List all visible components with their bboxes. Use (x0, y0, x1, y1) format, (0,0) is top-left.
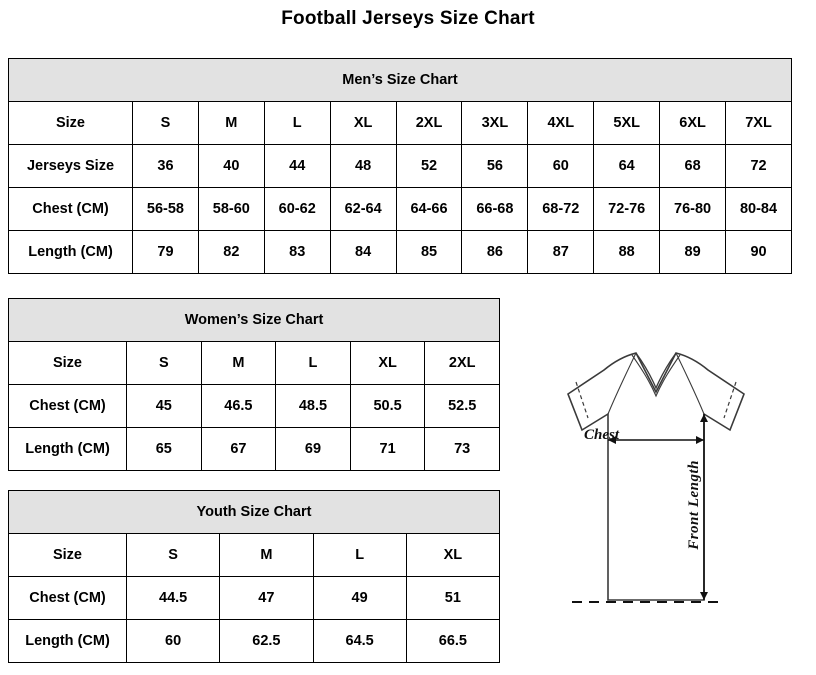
table-cell: L (264, 102, 330, 145)
table-row (9, 620, 500, 663)
table-cell: L (313, 534, 406, 577)
length-arrow-bottom (700, 592, 708, 600)
table-cell: 49 (313, 577, 406, 620)
table-cell: 73 (425, 428, 500, 471)
table-cell: M (220, 534, 313, 577)
row-header: Length (CM) (9, 428, 127, 471)
table-cell: 80-84 (726, 188, 792, 231)
table-row (9, 102, 792, 145)
table-caption-row (9, 299, 500, 342)
jersey-measurement-diagram (508, 330, 804, 640)
table-cell: S (127, 342, 202, 385)
table-cell: 79 (133, 231, 199, 274)
table-row (9, 534, 500, 577)
table-cell: 62-64 (330, 188, 396, 231)
jersey-outline-svg (508, 330, 804, 630)
table-cell: 88 (594, 231, 660, 274)
table-cell: 46.5 (201, 385, 276, 428)
table-cell: 85 (396, 231, 462, 274)
table-cell: 72 (726, 145, 792, 188)
table-caption-row (9, 491, 500, 534)
table-cell: 40 (198, 145, 264, 188)
table-cell: S (133, 102, 199, 145)
mens-size-chart-section (8, 58, 792, 274)
youth-size-chart-table (8, 490, 500, 663)
mens-size-chart-table (8, 58, 792, 274)
table-cell: 76-80 (660, 188, 726, 231)
table-cell: 68-72 (528, 188, 594, 231)
row-header: Length (CM) (9, 620, 127, 663)
table-cell: M (198, 102, 264, 145)
table-cell: 7XL (726, 102, 792, 145)
table-cell: 50.5 (350, 385, 425, 428)
table-row (9, 342, 500, 385)
row-header: Chest (CM) (9, 188, 133, 231)
table-cell: 84 (330, 231, 396, 274)
table-cell: 66-68 (462, 188, 528, 231)
table-cell: 64-66 (396, 188, 462, 231)
table-cell: 87 (528, 231, 594, 274)
table-cell: 3XL (462, 102, 528, 145)
table-row (9, 385, 500, 428)
table-cell: 60-62 (264, 188, 330, 231)
youth-chart-caption: Youth Size Chart (9, 491, 500, 534)
womens-size-chart-table (8, 298, 500, 471)
table-cell: XL (406, 534, 499, 577)
table-cell: 60 (127, 620, 220, 663)
chest-dimension-label: Chest (584, 427, 620, 443)
table-cell: 6XL (660, 102, 726, 145)
table-row (9, 231, 792, 274)
right-shoulder-seam (676, 353, 704, 414)
table-row (9, 145, 792, 188)
table-cell: 89 (660, 231, 726, 274)
table-cell: 82 (198, 231, 264, 274)
table-cell: 5XL (594, 102, 660, 145)
table-caption-row (9, 59, 792, 102)
table-cell: 56 (462, 145, 528, 188)
row-header: Length (CM) (9, 231, 133, 274)
table-cell: 64 (594, 145, 660, 188)
chest-arrow-right (696, 436, 704, 444)
table-cell: XL (330, 102, 396, 145)
front-length-dimension-label: Front Length (686, 460, 702, 550)
table-cell: 2XL (425, 342, 500, 385)
table-cell: 60 (528, 145, 594, 188)
table-cell: 44 (264, 145, 330, 188)
table-cell: 58-60 (198, 188, 264, 231)
table-cell: L (276, 342, 351, 385)
table-cell: 65 (127, 428, 202, 471)
table-cell: M (201, 342, 276, 385)
table-row (9, 428, 500, 471)
jersey-body-outline (568, 353, 744, 600)
table-cell: 48 (330, 145, 396, 188)
table-cell: 56-58 (133, 188, 199, 231)
table-row (9, 577, 500, 620)
table-cell: 83 (264, 231, 330, 274)
table-cell: 68 (660, 145, 726, 188)
womens-size-chart-section (8, 298, 500, 471)
table-cell: 86 (462, 231, 528, 274)
table-cell: 67 (201, 428, 276, 471)
table-cell: 48.5 (276, 385, 351, 428)
table-cell: 47 (220, 577, 313, 620)
table-cell: 71 (350, 428, 425, 471)
page-title: Football Jerseys Size Chart (281, 8, 535, 29)
womens-chart-caption: Women’s Size Chart (9, 299, 500, 342)
row-header: Size (9, 342, 127, 385)
table-cell: 52 (396, 145, 462, 188)
row-header: Size (9, 534, 127, 577)
table-cell: 45 (127, 385, 202, 428)
table-cell: 66.5 (406, 620, 499, 663)
table-cell: 51 (406, 577, 499, 620)
left-shoulder-seam (608, 353, 636, 414)
table-cell: 44.5 (127, 577, 220, 620)
table-cell: 4XL (528, 102, 594, 145)
mens-chart-caption: Men’s Size Chart (9, 59, 792, 102)
table-cell: 69 (276, 428, 351, 471)
table-cell: 64.5 (313, 620, 406, 663)
row-header: Size (9, 102, 133, 145)
table-cell: 36 (133, 145, 199, 188)
row-header: Chest (CM) (9, 577, 127, 620)
table-cell: S (127, 534, 220, 577)
row-header: Chest (CM) (9, 385, 127, 428)
table-cell: 52.5 (425, 385, 500, 428)
collar-band-line (632, 355, 680, 396)
table-cell: 62.5 (220, 620, 313, 663)
table-cell: 90 (726, 231, 792, 274)
row-header: Jerseys Size (9, 145, 133, 188)
youth-size-chart-section (8, 490, 500, 663)
table-cell: XL (350, 342, 425, 385)
table-cell: 2XL (396, 102, 462, 145)
table-row (9, 188, 792, 231)
table-cell: 72-76 (594, 188, 660, 231)
